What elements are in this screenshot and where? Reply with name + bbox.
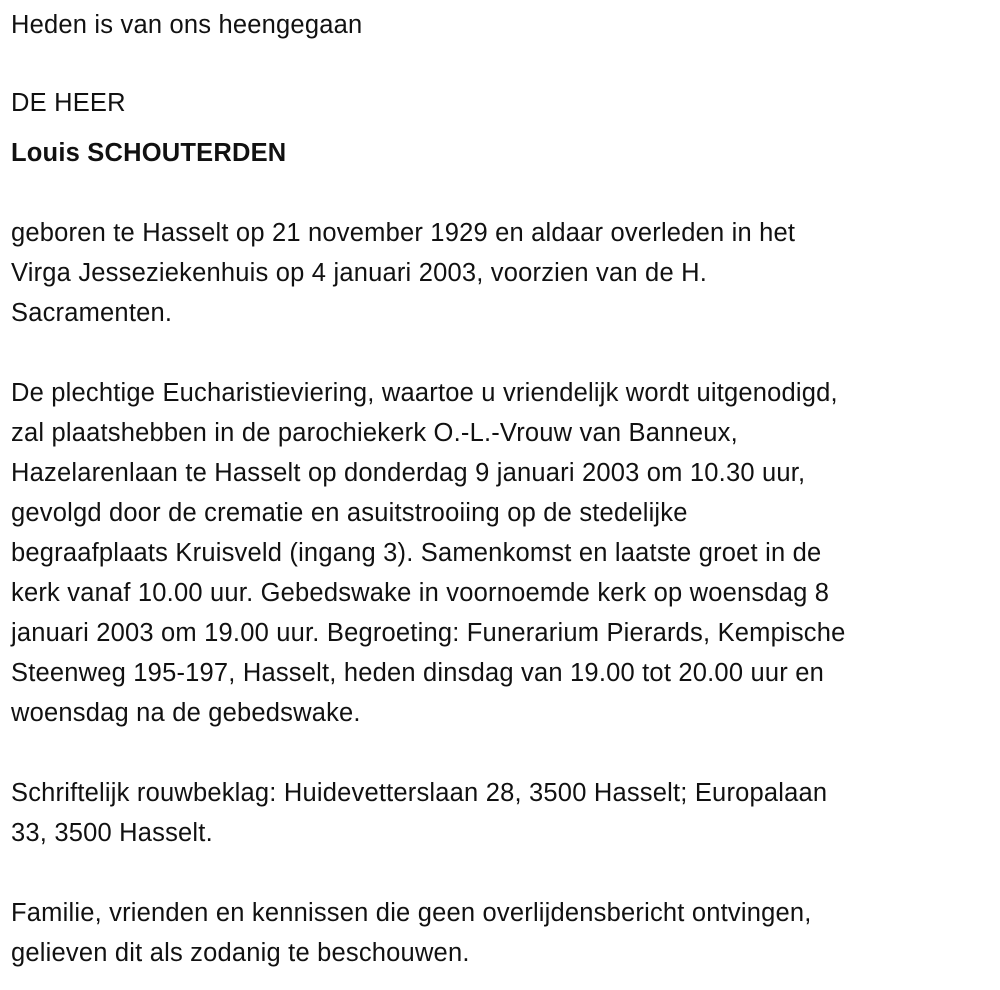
paragraph-3-line: Schriftelijk rouwbeklag: Huidevetterslaan 28, 3500 Hasselt; Europalaan: [11, 779, 828, 807]
paragraph-3-line: 33, 3500 Hasselt.: [11, 819, 213, 847]
paragraph-2-line: kerk vanaf 10.00 uur. Gebedswake in voornoemde kerk op woensdag 8: [11, 579, 830, 607]
paragraph-2-line: begraafplaats Kruisveld (ingang 3). Samenkomst en laatste groet in de: [11, 539, 822, 567]
paragraph-2-line: Hazelarenlaan te Hasselt op donderdag 9 januari 2003 om 10.30 uur,: [11, 459, 806, 487]
paragraph-2-line: De plechtige Eucharistieviering, waartoe u vriendelijk wordt uitgenodigd,: [11, 379, 838, 407]
paragraph-2-line: Steenweg 195-197, Hasselt, heden dinsdag van 19.00 tot 20.00 uur en: [11, 659, 824, 687]
paragraph-1-line: geboren te Hasselt op 21 november 1929 en aldaar overleden in het: [11, 219, 796, 247]
paragraph-2-line: zal plaatshebben in de parochiekerk O.-L.-Vrouw van Banneux,: [11, 419, 738, 447]
paragraph-2-line: gevolgd door de crematie en asuitstrooiing op de stedelijke: [11, 499, 688, 527]
paragraph-2-line: woensdag na de gebedswake.: [11, 699, 361, 727]
paragraph-4-line: Familie, vrienden en kennissen die geen overlijdensbericht ontvingen,: [11, 899, 812, 927]
paragraph-2-line: januari 2003 om 19.00 uur. Begroeting: Funerarium Pierards, Kempische: [11, 619, 846, 647]
intro-text: Heden is van ons heengegaan: [11, 11, 363, 39]
paragraph-4-line: gelieven dit als zodanig te beschouwen.: [11, 939, 470, 967]
paragraph-1-line: Virga Jesseziekenhuis op 4 januari 2003, voorzien van de H.: [11, 259, 708, 287]
paragraph-1-line: Sacramenten.: [11, 299, 173, 327]
deceased-name: Louis SCHOUTERDEN: [11, 139, 287, 167]
title-text: DE HEER: [11, 89, 126, 117]
